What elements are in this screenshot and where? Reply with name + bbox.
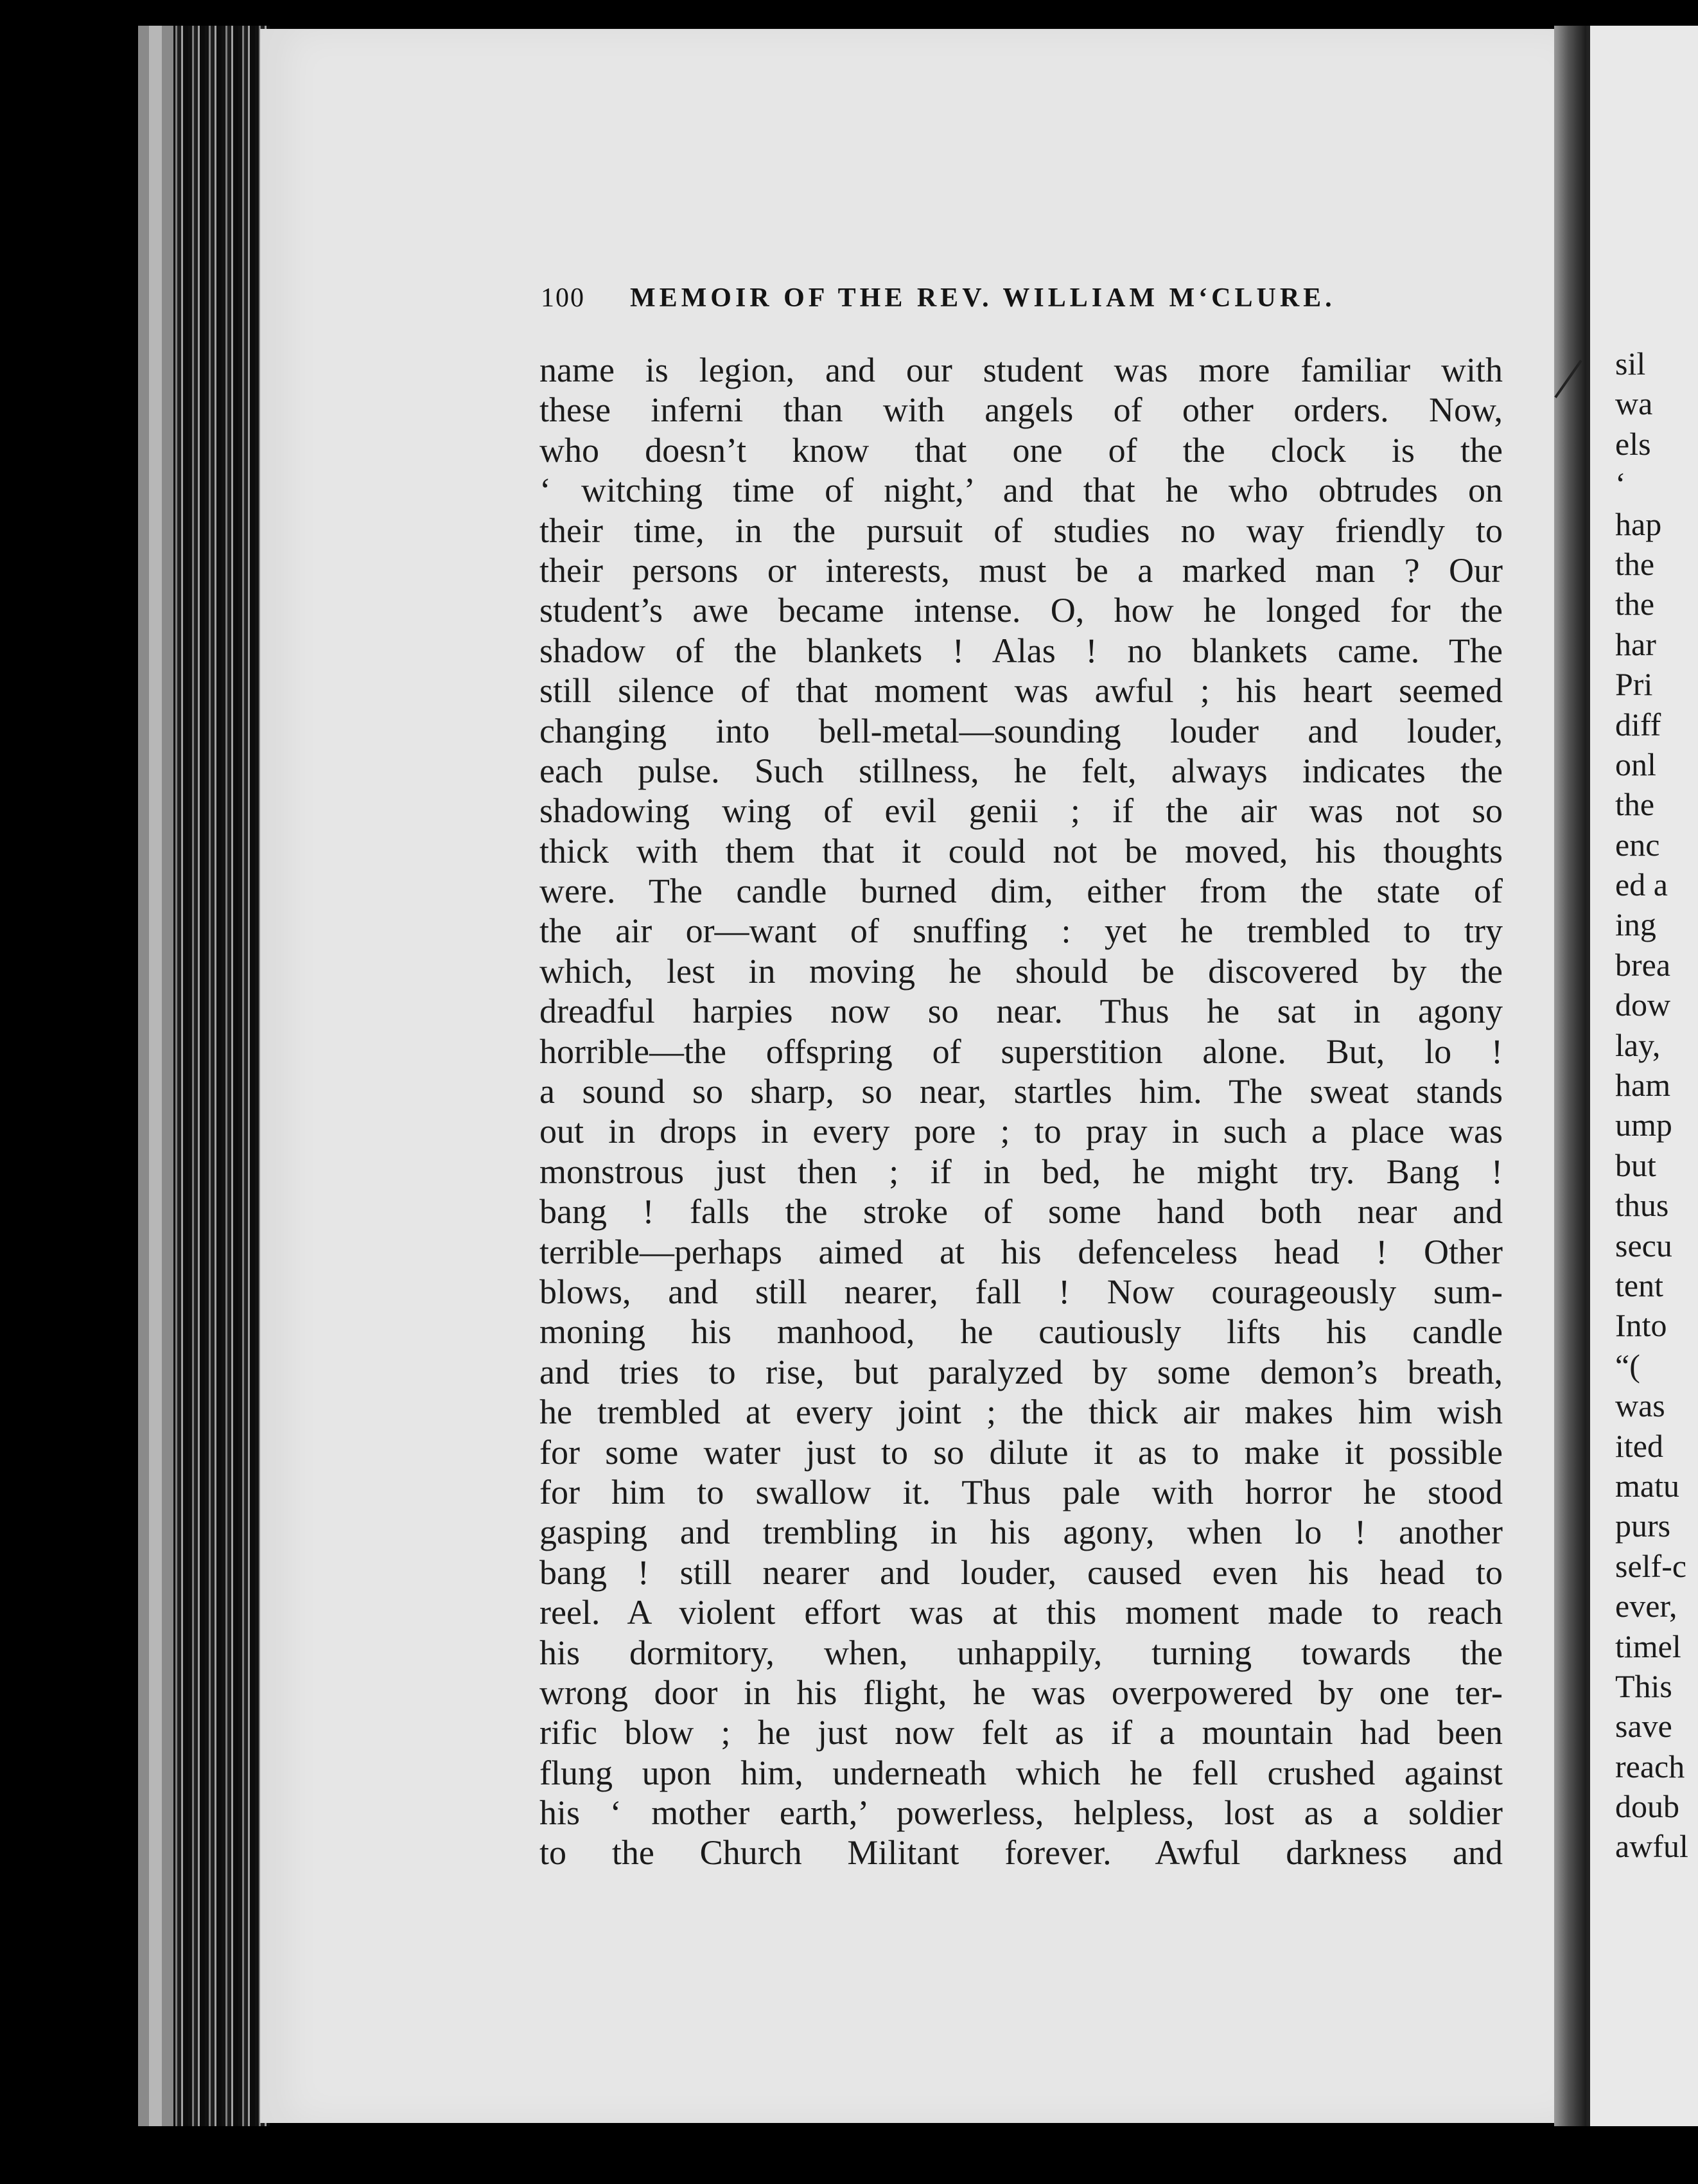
- facing-text-fragment: reach: [1615, 1748, 1685, 1784]
- text-line: were. The candle burned dim, either from the state of: [539, 872, 1503, 911]
- text-line: their persons or interests, must be a marked man ? Our: [539, 550, 1503, 590]
- facing-page-text: [1615, 344, 1698, 1867]
- text-line: shadow of the blankets ! Alas ! no blankets came. The: [539, 631, 1503, 670]
- facing-text-fragment: but: [1615, 1147, 1656, 1183]
- facing-text-fragment: tent: [1615, 1267, 1663, 1303]
- text-line: which, lest in moving he should be discovered by the: [539, 951, 1503, 991]
- facing-text-fragment: save: [1615, 1708, 1672, 1745]
- text-line: his dormitory, when, unhappily, turning towards the: [539, 1633, 1503, 1672]
- facing-text-fragment: dow: [1615, 987, 1671, 1023]
- text-line: rific blow ; he just now felt as if a mountain had been: [539, 1713, 1503, 1752]
- facing-text-fragment: the: [1615, 545, 1655, 582]
- body-text: [539, 350, 1503, 1873]
- facing-text-fragment: ed a: [1615, 867, 1668, 903]
- text-line: student’s awe became intense. O, how he longed for the: [539, 591, 1503, 630]
- facing-text-fragment: hap: [1615, 506, 1662, 542]
- facing-text-fragment: ing: [1615, 906, 1656, 943]
- facing-text-fragment: self-c: [1615, 1547, 1687, 1584]
- facing-text-fragment: matu: [1615, 1467, 1679, 1504]
- facing-text-fragment: thus: [1615, 1187, 1669, 1224]
- facing-text-fragment: onl: [1615, 746, 1656, 782]
- text-line: changing into bell-metal—sounding louder and louder,: [539, 711, 1503, 750]
- text-line: monstrous just then ; if in bed, he might try. Bang !: [539, 1152, 1503, 1191]
- facing-text-fragment: “(: [1615, 1347, 1640, 1384]
- facing-text-fragment: lay,: [1615, 1026, 1661, 1063]
- text-line: each pulse. Such stillness, he felt, always indicates the: [539, 751, 1503, 790]
- facing-text-fragment: the: [1615, 586, 1655, 622]
- facing-text-fragment: ever,: [1615, 1588, 1677, 1625]
- running-title: MEMOIR OF THE REV. WILLIAM M‘CLURE.: [630, 283, 1336, 313]
- text-line: these inferni than with angels of other orders. Now,: [539, 391, 1503, 430]
- facing-text-fragment: awful: [1615, 1828, 1688, 1865]
- facing-text-fragment: ump: [1615, 1107, 1672, 1143]
- facing-text-fragment: purs: [1615, 1508, 1671, 1544]
- text-line: horrible—the offspring of superstition alone. But, lo !: [539, 1032, 1503, 1071]
- text-line: terrible—perhaps aimed at his defenceless head ! Other: [539, 1232, 1503, 1271]
- text-line: and tries to rise, but paralyzed by some demon’s breath,: [539, 1352, 1503, 1391]
- page-number: 100: [541, 283, 585, 313]
- text-line: bang ! still nearer and louder, caused even his head to: [539, 1553, 1503, 1592]
- text-line: his ‘ mother earth,’ powerless, helpless, lost as a soldier: [539, 1793, 1503, 1833]
- page-gutter: [1554, 26, 1589, 2126]
- facing-text-fragment: ham: [1615, 1067, 1671, 1104]
- facing-text-fragment: Pri: [1615, 666, 1653, 703]
- text-line: reel. A violent effort was at this moment made to reach: [539, 1593, 1503, 1632]
- facing-text-fragment: timel: [1615, 1628, 1681, 1664]
- text-line: the air or—want of snuffing : yet he trembled to try: [539, 911, 1503, 951]
- facing-text-fragment: diff: [1615, 706, 1661, 743]
- text-line: their time, in the pursuit of studies no way friendly to: [539, 511, 1503, 550]
- facing-text-fragment: doub: [1615, 1788, 1679, 1825]
- facing-text-fragment: ‘: [1615, 466, 1626, 502]
- text-line: flung upon him, underneath which he fell crushed against: [539, 1753, 1503, 1792]
- text-line: moning his manhood, he cautiously lifts his candle: [539, 1312, 1503, 1352]
- facing-text-fragment: har: [1615, 626, 1656, 662]
- text-line: shadowing wing of evil genii ; if the air was not so: [539, 791, 1503, 831]
- facing-text-fragment: els: [1615, 425, 1651, 462]
- facing-text-fragment: wa: [1615, 385, 1653, 422]
- facing-text-fragment: enc: [1615, 826, 1660, 863]
- text-line: name is legion, and our student was more familiar with: [539, 351, 1503, 389]
- text-line: out in drops in every pore ; to pray in such a place was: [539, 1112, 1503, 1151]
- book-edge-highlight-inner: [149, 26, 162, 2126]
- text-line: blows, and still nearer, fall ! Now courageously sum-: [539, 1272, 1503, 1311]
- text-line: gasping and trembling in his agony, when lo ! another: [539, 1513, 1503, 1552]
- facing-text-fragment: brea: [1615, 946, 1671, 983]
- facing-text-fragment: the: [1615, 786, 1655, 823]
- running-header: [541, 283, 1504, 313]
- text-line: dreadful harpies now so near. Thus he sat in agony: [539, 992, 1503, 1031]
- facing-text-fragment: was: [1615, 1387, 1665, 1424]
- text-line: for him to swallow it. Thus pale with horror he stood: [539, 1472, 1503, 1511]
- text-line: wrong door in his flight, he was overpowered by one ter-: [539, 1673, 1503, 1712]
- text-line: bang ! falls the stroke of some hand both near and: [539, 1192, 1503, 1231]
- text-line: a sound so sharp, so near, startles him. The sweat stands: [539, 1072, 1503, 1111]
- facing-text-fragment: secu: [1615, 1227, 1672, 1264]
- text-line: still silence of that moment was awful ; his heart seemed: [539, 671, 1503, 710]
- facing-text-fragment: ited: [1615, 1427, 1663, 1464]
- text-line: to the Church Militant forever. Awful darkness and: [539, 1833, 1503, 1872]
- text-line: he trembled at every joint ; the thick air makes him wish: [539, 1393, 1503, 1432]
- facing-text-fragment: sil: [1615, 346, 1646, 382]
- text-line: ‘ witching time of night,’ and that he who obtrudes on: [539, 471, 1503, 510]
- facing-text-fragment: Into: [1615, 1307, 1667, 1344]
- text-line: thick with them that it could not be moved, his thoughts: [539, 831, 1503, 870]
- facing-text-fragment: This: [1615, 1668, 1672, 1704]
- text-line: for some water just to so dilute it as to make it possible: [539, 1432, 1503, 1472]
- text-line: who doesn’t know that one of the clock is the: [539, 430, 1503, 470]
